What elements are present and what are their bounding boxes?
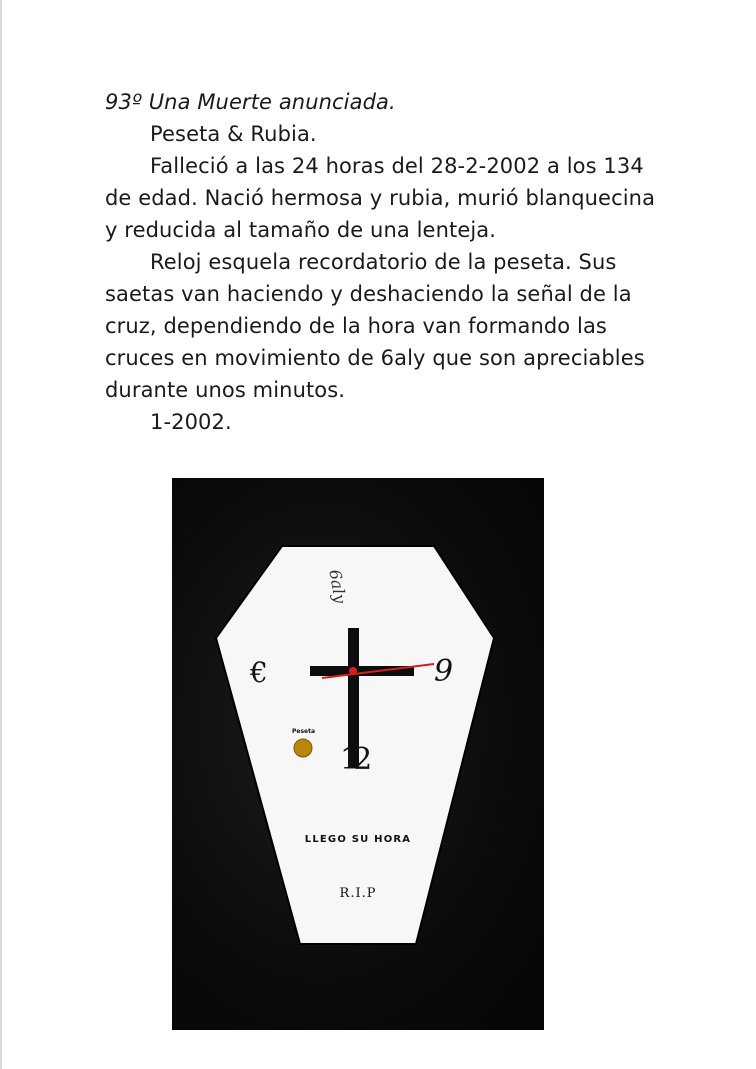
document-heading: 93º Una Muerte anunciada. [105,90,396,114]
paragraph-death-notice: Falleció a las 24 horas del 28-2-2002 a los 134 de edad. Nació hermosa y rubia, murió blanquecina y reducida al tamaño de una lenteja. [105,154,656,242]
motto-text: LLEGO SU HORA [304,834,412,845]
coin-label: Peseta [292,728,316,735]
peseta-coin [294,739,312,757]
page-edge [0,0,2,1069]
paragraph-title: Peseta & Rubia. [150,122,317,146]
document-text [105,86,665,438]
hand-pivot [349,667,357,675]
rip-text: R.I.P [339,886,377,901]
paragraph-date: 1-2002. [150,410,232,434]
paragraph-clock-description: Reloj esquela recordatorio de la peseta. Sus saetas van haciendo y deshaciendo la señal de la cruz, dependiendo de la hora van formando las cruces en movimiento de 6aly que son apreciables durante unos minutos. [105,250,645,402]
numeral-12: 12 [340,742,367,777]
signature-6aly: 6aly [325,568,350,605]
numeral-9: 9 [434,654,454,689]
clock-photo [172,478,544,1030]
euro-symbol: € [250,656,268,689]
